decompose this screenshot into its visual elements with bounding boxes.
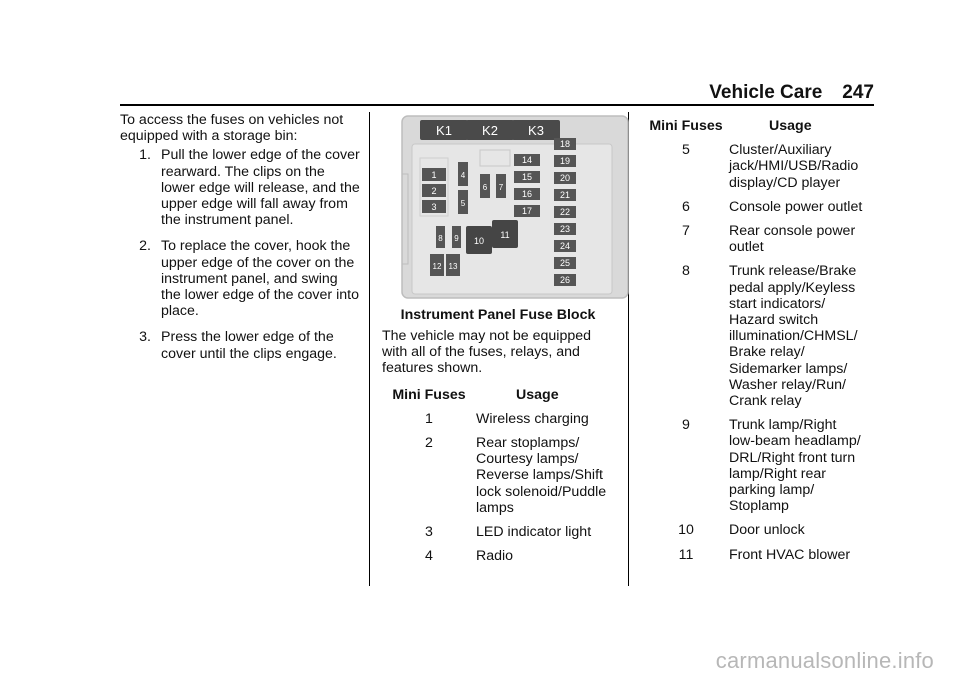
- column-3: [643, 118, 883, 571]
- figure-caption: Instrument Panel Fuse Block: [400, 307, 596, 323]
- table-row: [382, 411, 617, 427]
- fuse-usage: Door unlock: [729, 522, 805, 539]
- fuse-number: 3: [425, 524, 433, 541]
- column-1: [120, 112, 360, 372]
- fuse-label: 1: [431, 170, 437, 180]
- table-row: [643, 547, 883, 563]
- fuse-number: 2: [425, 435, 433, 452]
- intro-text: To access the fuses on vehicles not equipped with a storage bin:: [120, 112, 344, 145]
- table-row: [643, 522, 883, 538]
- fuse-label: 3: [431, 202, 437, 212]
- header-usage: Usage: [769, 118, 812, 134]
- fuse-usage: Front HVAC blower: [729, 546, 851, 563]
- fuse-usage: Wireless charging: [476, 410, 589, 427]
- fuse-label: 21: [559, 190, 571, 200]
- relay-label: K2: [482, 123, 498, 138]
- fuse-label: 11: [500, 230, 510, 240]
- step-number: 2.: [139, 238, 151, 255]
- fuse-number: 6: [682, 198, 690, 215]
- step-item: [120, 329, 360, 361]
- column-2: [382, 328, 617, 572]
- fuse-label: 22: [559, 207, 571, 217]
- fuse-table-continued: [643, 118, 883, 563]
- step-number: 1.: [139, 147, 151, 164]
- table-row: [382, 548, 617, 564]
- table-row: [643, 199, 883, 215]
- fuse-label: 23: [559, 224, 571, 234]
- fuse-label: 13: [448, 262, 458, 271]
- fuse-label: 8: [438, 234, 443, 243]
- fuse-number: 5: [682, 142, 690, 159]
- relay-label: K3: [528, 123, 544, 138]
- fuse-label: 26: [559, 275, 571, 285]
- watermark: carmanualsonline.info: [715, 648, 934, 673]
- fuse-number: 1: [425, 410, 433, 427]
- fuse-label: 10: [473, 236, 485, 246]
- fuse-number: 4: [425, 548, 433, 565]
- step-item: [120, 147, 360, 228]
- fuse-label: 24: [559, 241, 571, 251]
- page-number: 247: [842, 82, 874, 103]
- step-text: Pull the lower edge of the cover rearward. The clips on the lower edge will release, and the upper edge will fall away from the instrument panel.: [161, 147, 360, 229]
- fuse-number: 11: [678, 546, 694, 563]
- steps-list: [120, 147, 360, 361]
- fuse-usage: Rear stoplamps/ Courtesy lamps/ Reverse lamps/Shift lock solenoid/Puddle lamps: [476, 435, 607, 516]
- page-header: [709, 82, 874, 104]
- fuse-usage: Trunk release/Brake pedal apply/Keyless start indicators/ Hazard switch illumination/CHMSL/ Brake relay/ Sidemarker lamps/ Washer relay/Run/ Crank relay: [729, 263, 858, 410]
- table-row: [382, 435, 617, 516]
- fuse-block-diagram: [400, 114, 630, 302]
- table-row: [643, 142, 883, 191]
- fuse-label: 2: [431, 186, 437, 196]
- table-row: [382, 524, 617, 540]
- table-row: [643, 417, 883, 514]
- relay-label: K1: [436, 123, 452, 138]
- fuse-label: 15: [521, 172, 533, 182]
- header-rule: [120, 104, 874, 106]
- table-row: [643, 223, 883, 255]
- table-row: [643, 263, 883, 409]
- fuse-usage: Trunk lamp/Right low-beam headlamp/ DRL/Right front turn lamp/Right rear parking lamp/ Stoplamp: [729, 417, 861, 515]
- step-text: To replace the cover, hook the upper edge of the cover on the instrument panel, and swing the lower edge of the cover into place.: [161, 238, 359, 320]
- header-usage: Usage: [516, 386, 559, 403]
- fuse-label: 5: [460, 199, 466, 208]
- fuse-usage: Radio: [476, 548, 514, 565]
- fuse-number: 9: [682, 417, 690, 434]
- fuse-label: 7: [498, 183, 504, 192]
- section-title: Vehicle Care: [709, 82, 823, 103]
- fuse-table: [382, 387, 617, 565]
- step-item: [120, 238, 360, 319]
- fuse-usage: Console power outlet: [729, 198, 863, 215]
- fuse-label: 18: [559, 139, 571, 149]
- table-header: [382, 387, 617, 403]
- note-text: The vehicle may not be equipped with all of the fuses, relays, and features shown.: [382, 328, 592, 377]
- header-fuse: Mini Fuses: [649, 118, 723, 134]
- fuse-usage: Rear console power outlet: [729, 223, 856, 256]
- fuse-number: 7: [682, 223, 690, 240]
- column-divider-1: [369, 112, 370, 586]
- fuse-usage: Cluster/Auxiliary jack/HMI/USB/Radio display/CD player: [729, 142, 859, 191]
- fuse-label: 4: [460, 171, 466, 180]
- fuse-label: 20: [559, 173, 571, 183]
- fuse-usage: LED indicator light: [476, 524, 592, 541]
- fuse-number: 8: [682, 263, 690, 280]
- fuse-number: 10: [678, 522, 694, 539]
- fuse-label: 16: [521, 189, 533, 199]
- step-number: 3.: [139, 329, 151, 346]
- table-header: [643, 118, 883, 134]
- fuse-label: 14: [521, 155, 533, 165]
- step-text: Press the lower edge of the cover until the clips engage.: [161, 329, 337, 362]
- fuse-label: 6: [482, 183, 488, 192]
- fuse-label: 12: [432, 262, 442, 271]
- header-fuse: Mini Fuses: [392, 386, 466, 403]
- fuse-label: 25: [559, 258, 571, 268]
- fuse-label: 17: [521, 206, 533, 216]
- fuse-label: 19: [559, 156, 571, 166]
- fuse-label: 9: [454, 234, 459, 243]
- fuse-block-figure: [400, 114, 630, 302]
